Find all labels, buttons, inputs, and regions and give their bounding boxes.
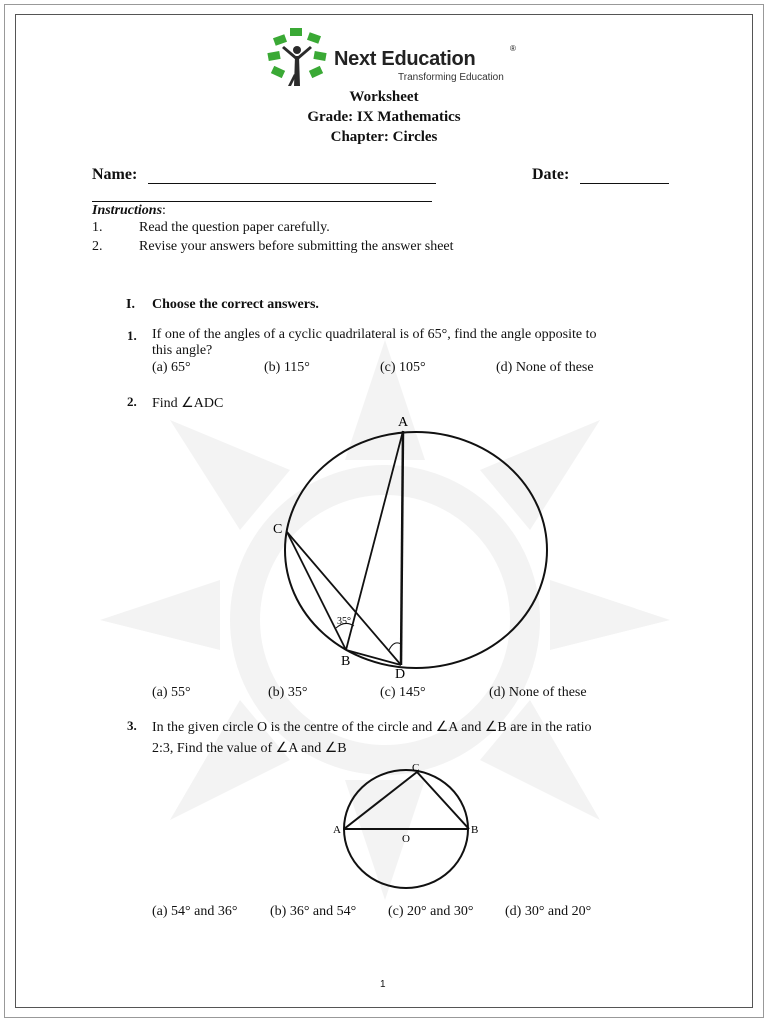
angle-label-35: 35° — [337, 616, 351, 627]
question-2-option-b[interactable]: (b) 35° — [268, 685, 308, 700]
section-title: Choose the correct answers. — [152, 297, 319, 312]
section-number: I. — [126, 297, 135, 312]
question-3-figure — [330, 760, 490, 892]
angle-arc-D — [389, 643, 401, 650]
label-A: A — [333, 824, 341, 836]
question-3-text-line2: 2:3, Find the value of ∠A and ∠B — [152, 741, 347, 756]
label-D: D — [395, 667, 406, 682]
question-1-option-d[interactable]: (d) None of these — [496, 360, 594, 375]
question-2-number: 2. — [127, 394, 137, 409]
label-B: B — [471, 824, 479, 836]
label-C: C — [273, 522, 283, 537]
instruction-num-1: 1. — [92, 220, 103, 235]
label-A: A — [398, 415, 409, 430]
name-field[interactable] — [148, 183, 436, 184]
question-1-number: 1. — [127, 328, 137, 343]
instruction-text-1: Read the question paper carefully. — [139, 220, 330, 235]
brand-name: Next Education — [334, 48, 476, 70]
instruction-text-2: Revise your answers before submitting the answer sheet — [139, 239, 454, 254]
name-field-continuation[interactable] — [92, 201, 432, 202]
instruction-num-2: 2. — [92, 239, 103, 254]
chord-AB — [346, 431, 403, 650]
name-label: Name: — [92, 166, 138, 183]
grade-title: Grade: IX Mathematics — [307, 109, 461, 125]
question-1-text-line1: If one of the angles of a cyclic quadrilateral is of 65°, find the angle opposite to — [152, 327, 597, 342]
date-field[interactable] — [580, 183, 669, 184]
label-B: B — [341, 654, 351, 669]
chord-BD — [346, 650, 401, 665]
question-2-option-c[interactable]: (c) 145° — [380, 685, 426, 700]
question-1-option-c[interactable]: (c) 105° — [380, 360, 426, 375]
question-3-option-d[interactable]: (d) 30° and 20° — [505, 904, 592, 919]
doc-type-title: Worksheet — [349, 89, 419, 105]
question-2-option-d[interactable]: (d) None of these — [489, 685, 587, 700]
question-3-option-b[interactable]: (b) 36° and 54° — [270, 904, 357, 919]
question-3-text-line1: In the given circle O is the centre of the circle and ∠A and ∠B are in the ratio — [152, 720, 592, 735]
instructions-heading: Instructions: — [92, 203, 166, 218]
label-C: C — [412, 762, 420, 774]
registered-mark: ® — [510, 44, 516, 53]
question-2-figure — [270, 412, 550, 682]
circle-outline — [285, 432, 547, 668]
date-label: Date: — [532, 166, 570, 183]
question-1-text-line2: this angle? — [152, 343, 213, 358]
tree-logo-icon — [266, 26, 330, 90]
brand-tagline: Transforming Education — [398, 72, 504, 83]
question-2-text: Find ∠ADC — [152, 396, 224, 411]
page-number: 1 — [380, 979, 386, 990]
brand-logo — [266, 26, 526, 90]
question-1-option-b[interactable]: (b) 115° — [264, 360, 310, 375]
label-O: O — [402, 833, 410, 845]
chord-AC — [344, 772, 417, 829]
question-3-number: 3. — [127, 718, 137, 733]
question-3-option-a[interactable]: (a) 54° and 36° — [152, 904, 238, 919]
question-3-option-c[interactable]: (c) 20° and 30° — [388, 904, 474, 919]
question-1-option-a[interactable]: (a) 65° — [152, 360, 191, 375]
question-2-option-a[interactable]: (a) 55° — [152, 685, 191, 700]
chapter-title: Chapter: Circles — [330, 129, 438, 145]
chord-AD — [401, 431, 403, 665]
